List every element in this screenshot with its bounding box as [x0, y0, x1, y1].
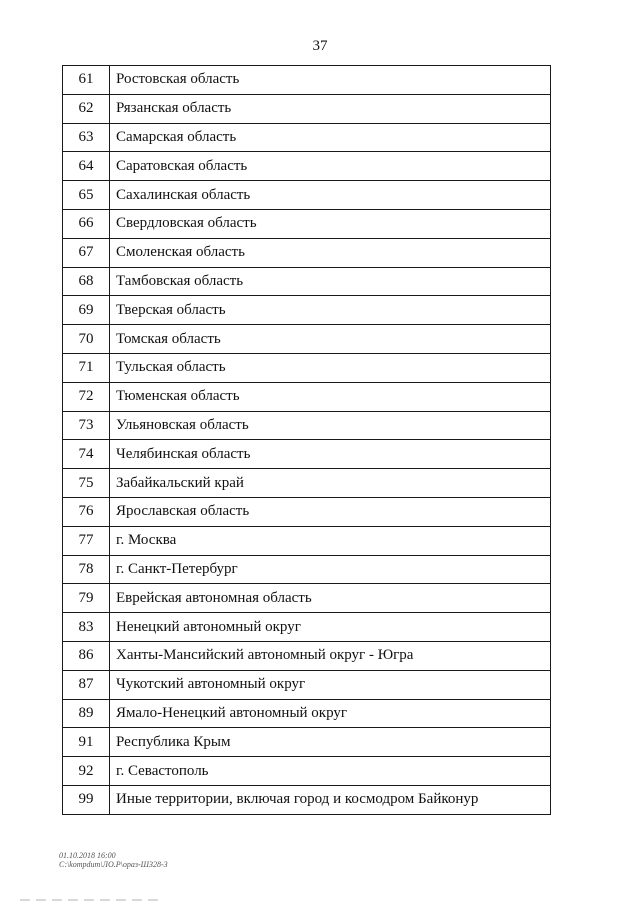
- table-row: [63, 267, 551, 296]
- table-row: [63, 555, 551, 584]
- table-row: [63, 411, 551, 440]
- region-name-cell: Саратовская область: [110, 152, 551, 181]
- region-name-cell: Рязанская область: [110, 94, 551, 123]
- region-code-cell: 86: [63, 641, 110, 670]
- regions-table-body: [63, 66, 551, 815]
- region-name-cell: Сахалинская область: [110, 181, 551, 210]
- region-name-cell: г. Санкт-Петербург: [110, 555, 551, 584]
- table-row: [63, 296, 551, 325]
- table-row: [63, 353, 551, 382]
- region-name-cell: Смоленская область: [110, 238, 551, 267]
- footer-timestamp: 01.10.2018 16:00: [59, 851, 116, 860]
- region-code-cell: 69: [63, 296, 110, 325]
- table-row: [63, 325, 551, 354]
- region-name-cell: Тюменская область: [110, 382, 551, 411]
- table-row: [63, 584, 551, 613]
- table-row: [63, 94, 551, 123]
- region-code-cell: 99: [63, 785, 110, 814]
- region-code-cell: 77: [63, 526, 110, 555]
- region-name-cell: Челябинская область: [110, 440, 551, 469]
- page-number: 37: [312, 38, 328, 54]
- region-code-cell: 63: [63, 123, 110, 152]
- region-name-cell: Ханты-Мансийский автономный округ - Югра: [110, 641, 551, 670]
- document-footer: [59, 851, 168, 869]
- region-code-cell: 78: [63, 555, 110, 584]
- table-row: [63, 469, 551, 498]
- region-code-cell: 74: [63, 440, 110, 469]
- regions-table: [62, 65, 551, 815]
- region-code-cell: 72: [63, 382, 110, 411]
- region-code-cell: 89: [63, 699, 110, 728]
- table-row: [63, 785, 551, 814]
- region-code-cell: 76: [63, 497, 110, 526]
- region-code-cell: 83: [63, 613, 110, 642]
- region-code-cell: 71: [63, 353, 110, 382]
- region-name-cell: Ямало-Ненецкий автономный округ: [110, 699, 551, 728]
- table-row: [63, 670, 551, 699]
- region-code-cell: 75: [63, 469, 110, 498]
- region-name-cell: Еврейская автономная область: [110, 584, 551, 613]
- region-code-cell: 87: [63, 670, 110, 699]
- table-row: [63, 382, 551, 411]
- table-row: [63, 440, 551, 469]
- table-row: [63, 613, 551, 642]
- table-row: [63, 757, 551, 786]
- table-row: [63, 123, 551, 152]
- region-code-cell: 61: [63, 66, 110, 95]
- table-row: [63, 209, 551, 238]
- region-name-cell: г. Севастополь: [110, 757, 551, 786]
- table-row: [63, 66, 551, 95]
- region-name-cell: Забайкальский край: [110, 469, 551, 498]
- region-name-cell: г. Москва: [110, 526, 551, 555]
- region-code-cell: 73: [63, 411, 110, 440]
- region-name-cell: Ульяновская область: [110, 411, 551, 440]
- region-name-cell: Ярославская область: [110, 497, 551, 526]
- table-row: [63, 497, 551, 526]
- region-code-cell: 65: [63, 181, 110, 210]
- region-code-cell: 92: [63, 757, 110, 786]
- region-name-cell: Самарская область: [110, 123, 551, 152]
- region-name-cell: Тамбовская область: [110, 267, 551, 296]
- table-row: [63, 152, 551, 181]
- region-code-cell: 66: [63, 209, 110, 238]
- region-code-cell: 70: [63, 325, 110, 354]
- scan-artifact: [20, 899, 160, 901]
- region-code-cell: 79: [63, 584, 110, 613]
- region-name-cell: Иные территории, включая город и космодром Байконур: [110, 785, 551, 814]
- table-row: [63, 181, 551, 210]
- region-code-cell: 62: [63, 94, 110, 123]
- region-name-cell: Ростовская область: [110, 66, 551, 95]
- table-row: [63, 641, 551, 670]
- region-name-cell: Республика Крым: [110, 728, 551, 757]
- region-code-cell: 91: [63, 728, 110, 757]
- region-code-cell: 68: [63, 267, 110, 296]
- region-name-cell: Чукотский автономный округ: [110, 670, 551, 699]
- region-name-cell: Томская область: [110, 325, 551, 354]
- table-row: [63, 699, 551, 728]
- table-row: [63, 728, 551, 757]
- region-name-cell: Тульская область: [110, 353, 551, 382]
- footer-file-path: C:\kompdum\ЛО.Р\ораз-ШЗ28-3: [59, 860, 168, 869]
- region-name-cell: Ненецкий автономный округ: [110, 613, 551, 642]
- region-name-cell: Свердловская область: [110, 209, 551, 238]
- region-name-cell: Тверская область: [110, 296, 551, 325]
- region-code-cell: 64: [63, 152, 110, 181]
- table-row: [63, 238, 551, 267]
- table-row: [63, 526, 551, 555]
- region-code-cell: 67: [63, 238, 110, 267]
